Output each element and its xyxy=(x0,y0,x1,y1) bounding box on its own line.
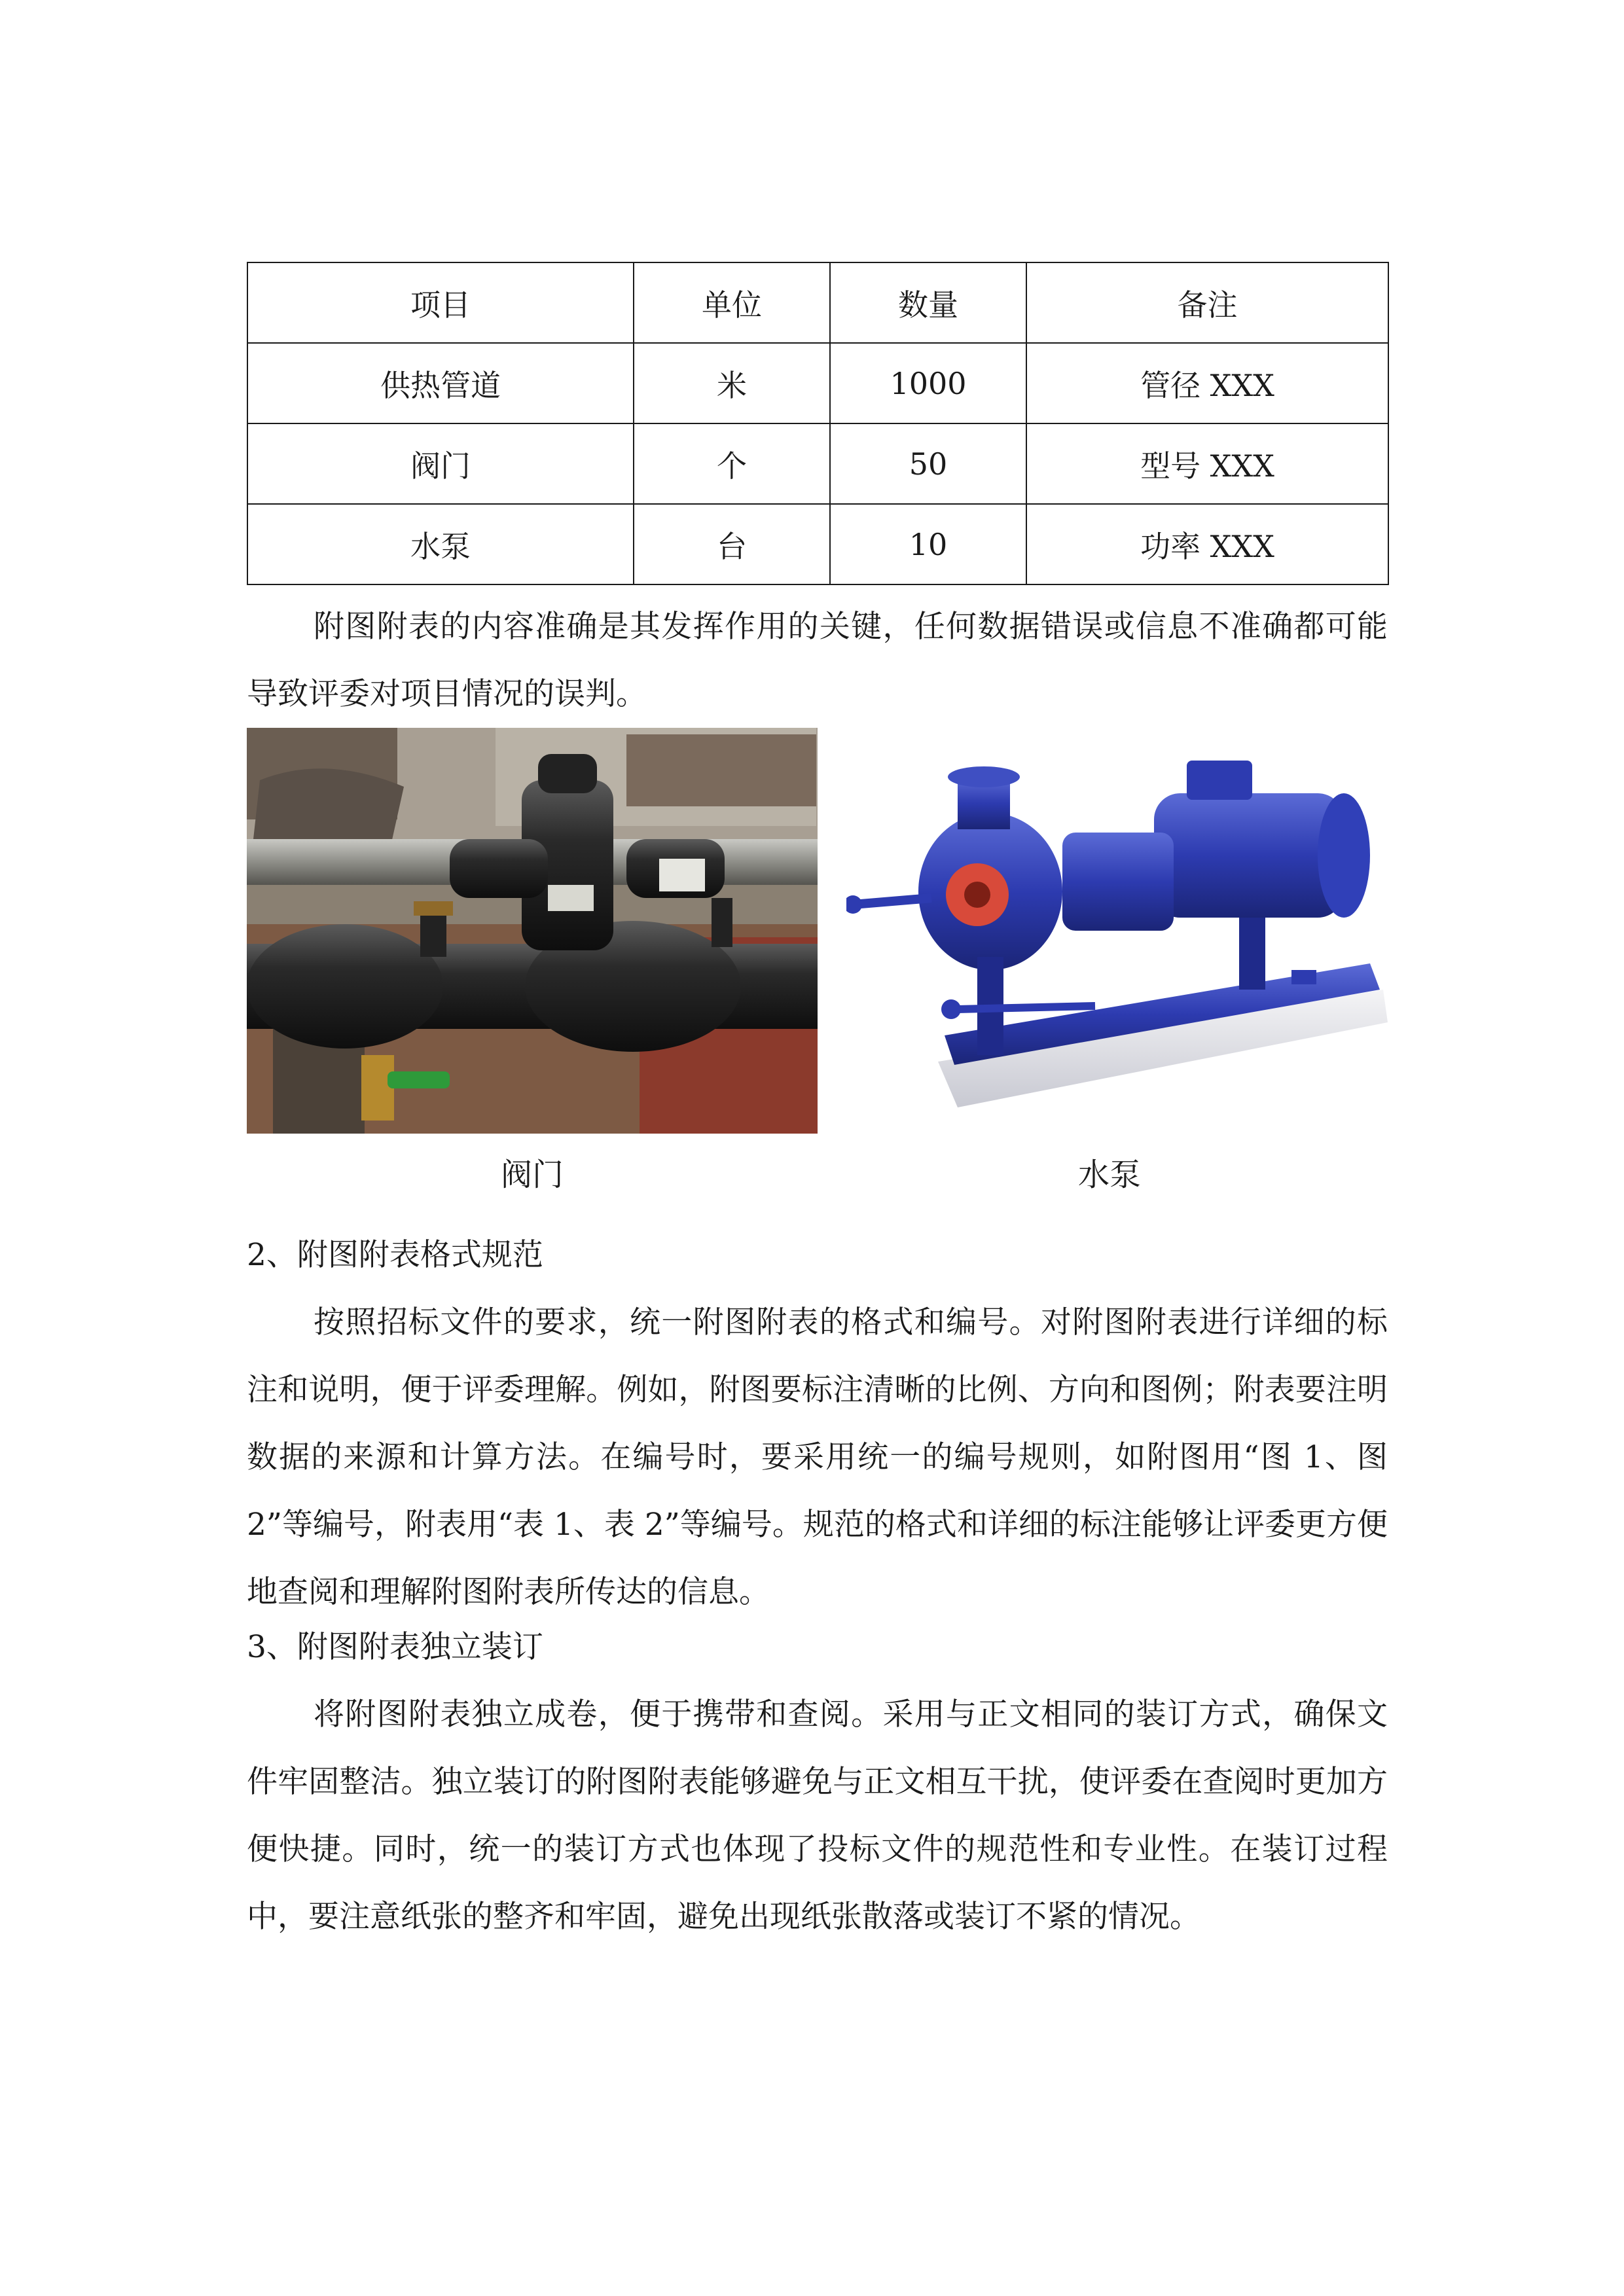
table-header-row xyxy=(247,262,1388,343)
table-cell: 管径 XXX xyxy=(1026,343,1388,423)
paragraph-accuracy: 附图附表的内容准确是其发挥作用的关键，任何数据错误或信息不准确都可能导致评委对项目情况的误判。 xyxy=(247,609,1388,712)
table-cell: 供热管道 xyxy=(247,343,634,423)
table-cell: 台 xyxy=(634,504,830,584)
table-cell: 50 xyxy=(830,423,1026,504)
section-3-body: 将附图附表独立成卷，便于携带和查阅。采用与正文相同的装订方式，确保文件牢固整洁。独立装订的附图附表能够避免与正文相互干扰，使评委在查阅时更加方便快捷。同时，统一的装订方式也体现了投标文件的规范性和专业性。在装订过程中，要注意纸张的整齐和牢固，避免出现纸张散落或装订不紧的情况。 xyxy=(247,1696,1388,1935)
table-cell: 型号 XXX xyxy=(1026,423,1388,504)
section-2-heading: 2、附图附表格式规范 xyxy=(247,1237,543,1273)
table-row xyxy=(247,423,1388,504)
table-cell: 个 xyxy=(634,423,830,504)
section-3-heading: 3、附图附表独立装订 xyxy=(247,1629,543,1665)
table-header-cell: 备注 xyxy=(1026,262,1388,343)
table-header-cell: 数量 xyxy=(830,262,1026,343)
table-header-cell: 单位 xyxy=(634,262,830,343)
table-cell: 水泵 xyxy=(247,504,634,584)
section-2-body: 按照招标文件的要求，统一附图附表的格式和编号。对附图附表进行详细的标注和说明，便于评委理解。例如，附图要标注清晰的比例、方向和图例；附表要注明数据的来源和计算方法。在编号时，要采用统一的编号规则，如附图用“图 1、图 2”等编号，附表用“表 1、表 2”等编号。规范的格式和详细的标注能够让评委更方便地查阅和理解附图附表所传达的信息。 xyxy=(247,1304,1388,1610)
table-cell: 米 xyxy=(634,343,830,423)
table-cell: 功率 XXX xyxy=(1026,504,1388,584)
table-row xyxy=(247,343,1388,423)
valve-photo xyxy=(247,728,818,1134)
table-header-cell: 项目 xyxy=(247,262,634,343)
table-cell: 1000 xyxy=(830,343,1026,423)
pump-caption: 水泵 xyxy=(1077,1157,1141,1193)
valve-caption: 阀门 xyxy=(500,1157,564,1193)
table-cell: 10 xyxy=(830,504,1026,584)
table-cell: 阀门 xyxy=(247,423,634,504)
items-table xyxy=(247,262,1389,585)
pump-photo xyxy=(846,754,1388,1126)
table-row xyxy=(247,504,1388,584)
